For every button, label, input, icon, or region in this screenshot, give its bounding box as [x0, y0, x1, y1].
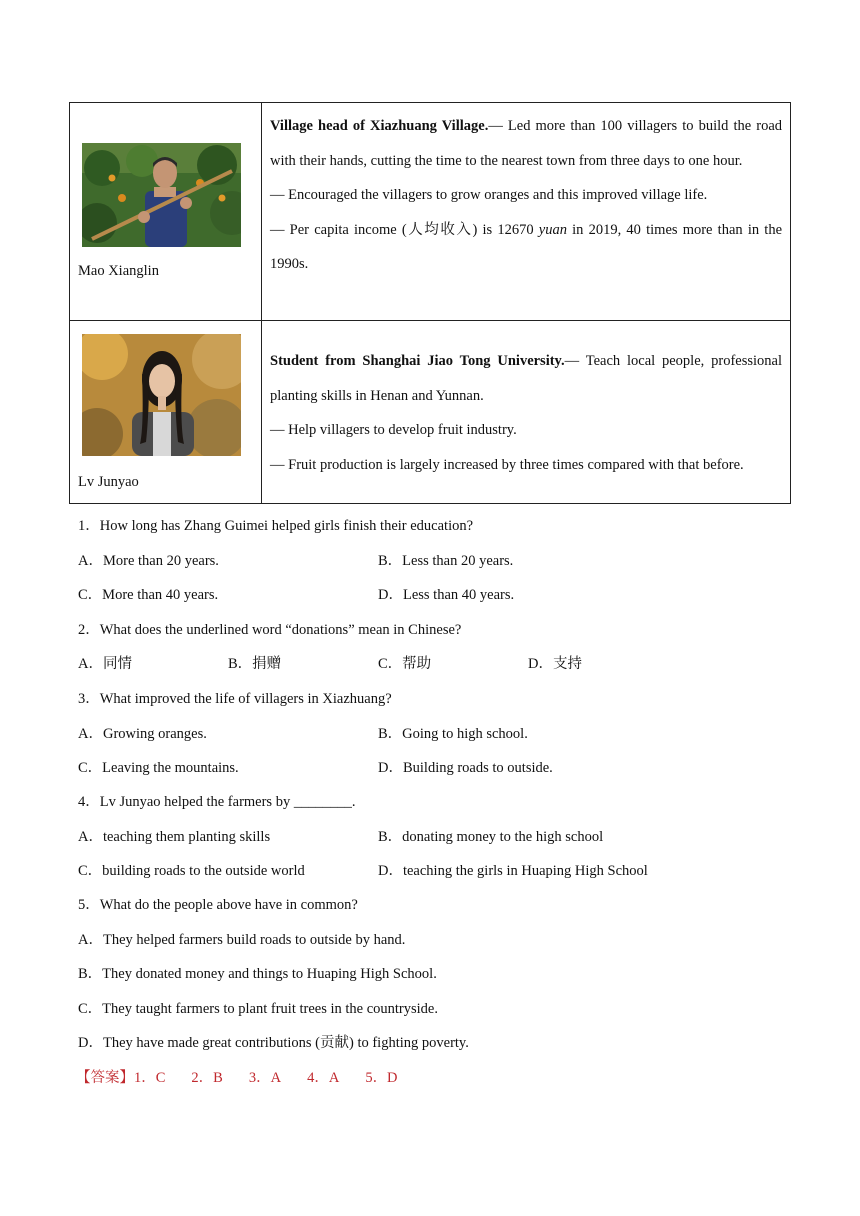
answer-item: 4．A [307, 1070, 340, 1086]
profile-name: Mao Xianglin [78, 263, 159, 279]
profile-name: Lv Junyao [78, 474, 139, 490]
profile-line: — Per capita income (人均收入) is 12670 [270, 221, 539, 238]
option-b: B．Less than 20 years. [378, 553, 514, 569]
profile-paragraph [270, 344, 782, 413]
question-stem: 4．Lv Junyao helped the farmers by ________. [78, 794, 356, 810]
option-a: A．More than 20 years. [78, 553, 219, 569]
answer-label: 【答案】 [76, 1070, 134, 1086]
profile-row [70, 103, 791, 321]
profile-line: in 2019, 40 times more than in the 1990s. [270, 221, 782, 272]
profile-photo-cell [70, 103, 262, 321]
profile-photo-cell [70, 321, 262, 504]
profile-paragraph [270, 213, 782, 282]
question-stem: 5．What do the people above have in common? [78, 897, 358, 913]
option-b: B．捐赠 [228, 656, 282, 672]
answer-line [76, 1066, 398, 1087]
option-b: B．They donated money and things to Huaping High School. [78, 966, 437, 982]
profile-title: Village head of Xiazhuang Village. [270, 118, 489, 134]
profile-line: — Teach local people, professional planting skills in Henan and Yunnan. [270, 353, 782, 404]
profile-line: — Help villagers to develop fruit industry. [270, 422, 517, 438]
answer-item: 3．A [248, 1070, 282, 1086]
answer-item: 2．B [191, 1070, 223, 1086]
option-c: C．They taught farmers to plant fruit trees in the countryside. [78, 1001, 438, 1017]
option-c: C．Leaving the mountains. [78, 760, 239, 776]
option-d: D．Less than 40 years. [378, 587, 515, 603]
option-a: A．They helped farmers build roads to outside by hand. [78, 932, 406, 948]
option-b: B．donating money to the high school [378, 829, 604, 845]
profile-line: — Fruit production is largely increased by three times compared with that before. [270, 456, 744, 473]
profile-description [262, 321, 791, 504]
profile-line: — Encouraged the villagers to grow oranges and this improved village life. [270, 187, 708, 203]
profile-paragraph [270, 413, 782, 448]
profiles-table [69, 102, 791, 504]
option-d: D．They have made great contributions (贡献) to fighting poverty. [78, 1035, 469, 1051]
answer-item: 1．C [134, 1070, 166, 1086]
option-b: B．Going to high school. [378, 726, 528, 742]
option-a: A．Growing oranges. [78, 726, 207, 742]
profile-description [262, 103, 791, 321]
profile-title: Student from Shanghai Jiao Tong University. [270, 353, 565, 369]
answer-item: 5．D [365, 1070, 398, 1086]
profile-line: — Led more than 100 villagers to build the road with their hands, cutting the time to the nearest town from three days to one hour. [270, 118, 782, 169]
option-c: C．帮助 [378, 656, 432, 672]
profile-row [70, 321, 791, 504]
profile-paragraph [270, 109, 782, 178]
question-stem: 2．What does the underlined word “donations” mean in Chinese? [78, 622, 462, 638]
young-woman-photo-icon [82, 334, 241, 456]
option-c: C．building roads to the outside world [78, 863, 305, 879]
option-a: A．teaching them planting skills [78, 829, 271, 845]
question-stem: 3．What improved the life of villagers in Xiazhuang? [78, 691, 392, 707]
option-d: D．teaching the girls in Huaping High School [378, 863, 648, 879]
option-d: D．Building roads to outside. [378, 760, 553, 776]
question-stem: 1．How long has Zhang Guimei helped girls finish their education? [78, 518, 474, 534]
option-d: D．支持 [528, 656, 582, 672]
profile-line-italic: yuan [538, 221, 567, 238]
option-c: C．More than 40 years. [78, 587, 219, 603]
profile-paragraph [270, 448, 782, 483]
profile-paragraph [270, 178, 782, 213]
man-with-hoe-photo-icon [82, 143, 241, 247]
option-a: A．同情 [78, 656, 132, 672]
